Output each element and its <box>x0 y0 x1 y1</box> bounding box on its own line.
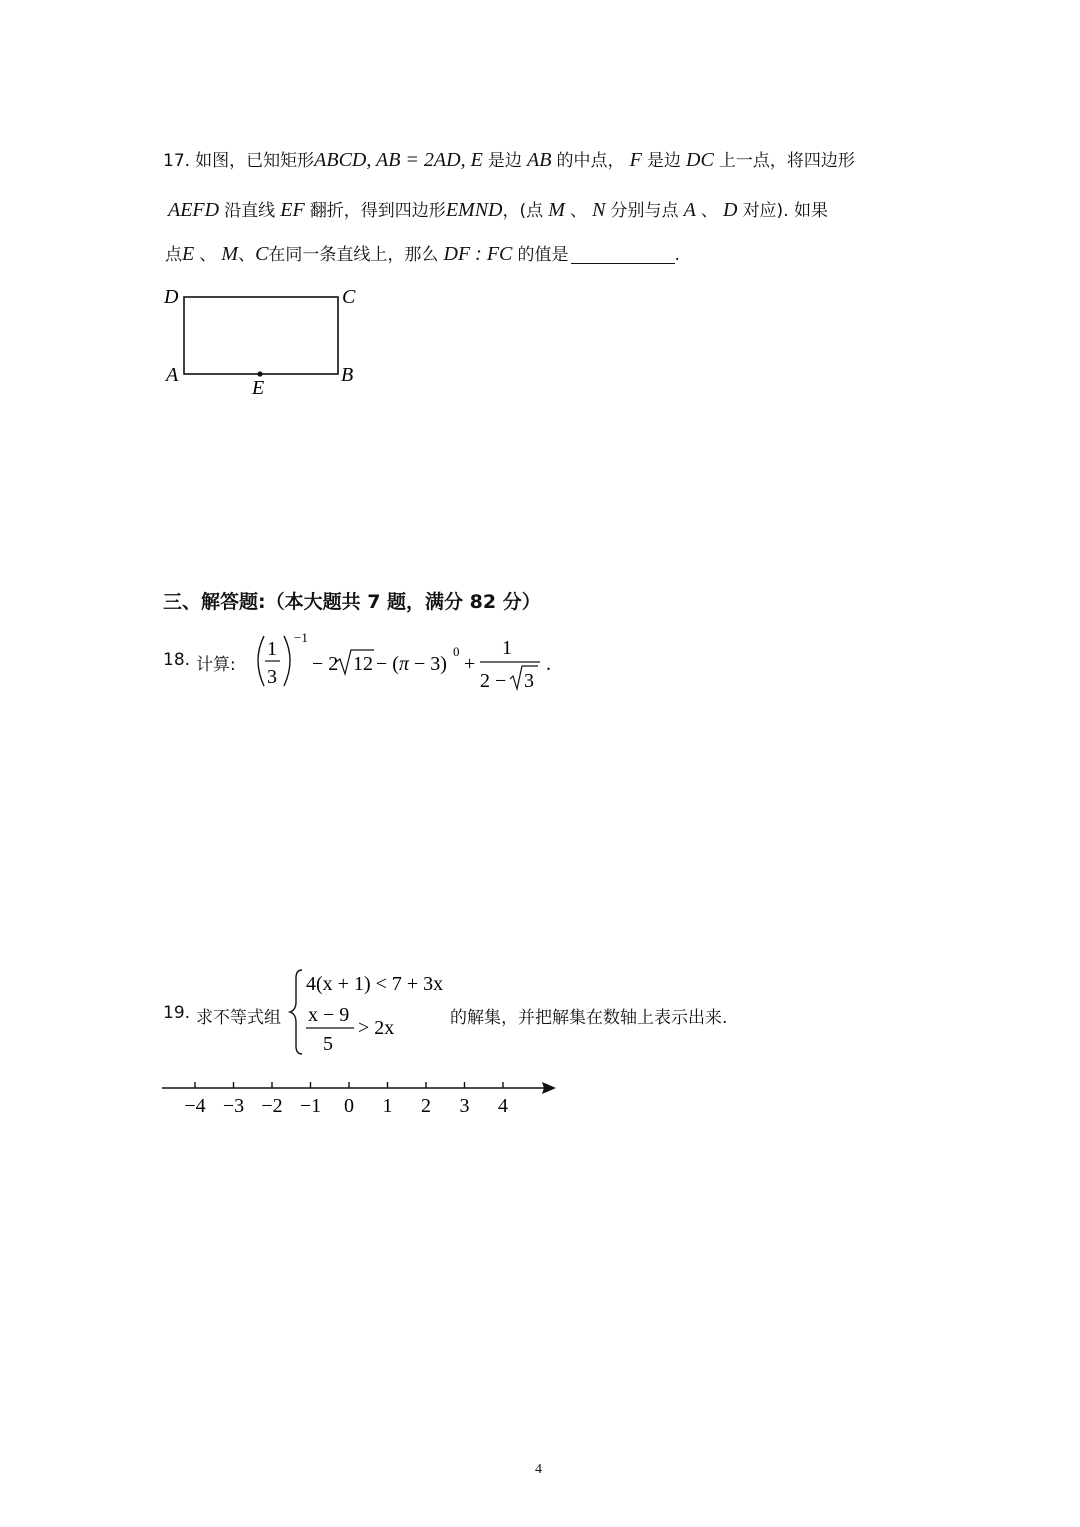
q19-number: 19. <box>163 1003 191 1023</box>
svg-text:3: 3 <box>524 670 534 692</box>
svg-text:+: + <box>464 653 476 675</box>
tick-label: 4 <box>498 1095 508 1117</box>
tick-label: 0 <box>344 1095 354 1117</box>
svg-text:− (π − 3): − (π − 3) <box>376 653 447 675</box>
q18-expression <box>250 628 570 694</box>
arrow-icon <box>542 1082 556 1094</box>
svg-text:0: 0 <box>453 644 460 659</box>
rectangle-figure <box>160 282 370 402</box>
svg-text:−1: −1 <box>294 630 308 645</box>
label-e: E <box>252 377 265 399</box>
inequality-system <box>288 966 458 1058</box>
inequality-2-den: 5 <box>323 1033 333 1055</box>
answer-blank[interactable] <box>571 245 675 264</box>
svg-text:3: 3 <box>267 666 277 688</box>
label-a: A <box>166 364 179 386</box>
tick-label: −2 <box>261 1095 283 1117</box>
inequality-2-rhs: > 2x <box>358 1017 395 1039</box>
page-number: 4 <box>535 1462 542 1477</box>
q17-line1: 17. 如图，已知矩形ABCD, AB = 2AD, E 是边 AB 的中点， F 是边 DC 上一点，将四边形 <box>163 149 855 171</box>
q19-prompt: 求不等式组 <box>196 1008 281 1028</box>
svg-text:1: 1 <box>267 638 277 660</box>
tick-label: 1 <box>382 1095 393 1117</box>
inequality-1: 4(x + 1) < 7 + 3x <box>306 973 444 995</box>
q17-line3: 点E 、 M、C在同一条直线上，那么 DF : FC 的值是 . <box>165 243 680 265</box>
label-b: B <box>341 364 354 386</box>
q17-number: 17. <box>163 151 191 171</box>
svg-text:.: . <box>546 653 551 675</box>
point-e <box>257 371 262 376</box>
q18-prompt: 计算: <box>196 655 236 675</box>
svg-text:2 −: 2 − <box>480 670 507 692</box>
q19-suffix: 的解集，并把解集在数轴上表示出来. <box>450 1008 728 1028</box>
tick-label: −4 <box>184 1095 206 1117</box>
tick-label: 2 <box>421 1095 431 1117</box>
q17-line2: AEFD 沿直线 EF 翻折，得到四边形EMND，(点 M 、 N 分别与点 A 、 D 对应). 如果 <box>168 199 829 221</box>
svg-text:12: 12 <box>353 653 373 675</box>
svg-text:1: 1 <box>502 637 512 659</box>
tick-label: −1 <box>299 1095 322 1117</box>
rectangle-abcd <box>184 297 338 374</box>
label-d: D <box>164 286 179 308</box>
inequality-2-num: x − 9 <box>308 1004 350 1026</box>
label-c: C <box>342 286 356 308</box>
tick-label: −3 <box>222 1095 245 1117</box>
tick-label: 3 <box>459 1095 470 1117</box>
svg-text:− 2: − 2 <box>312 653 339 675</box>
number-line <box>160 1076 560 1120</box>
q18-number: 18. <box>163 650 191 670</box>
section-heading: 三、解答题:（本大题共 7 题，满分 82 分） <box>163 591 541 613</box>
